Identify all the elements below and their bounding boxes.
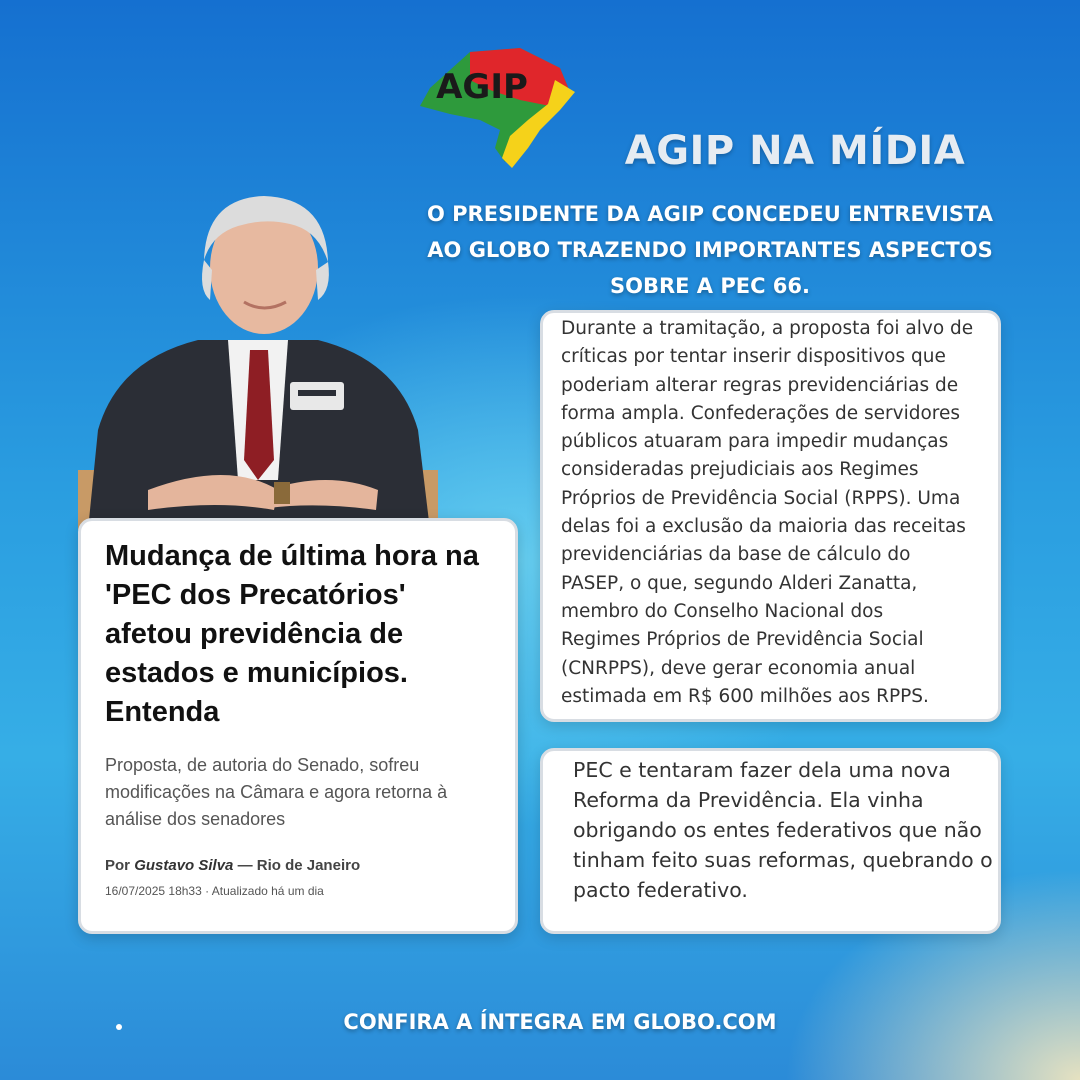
quote-line: delas foi a exclusão da maioria das receitas: [561, 516, 966, 538]
byline-prefix: Por: [105, 857, 131, 874]
quote-line: Reforma da Previdência. Ela vinha: [573, 788, 924, 812]
quote-line: PEC e tentaram fazer dela uma nova: [573, 758, 951, 782]
page-heading: AGIP NA MÍDIA: [624, 128, 966, 174]
quote-line: obrigando os entes federativos que não: [573, 818, 982, 842]
article-date: 16/07/2025 18h33 · Atualizado há um dia: [105, 884, 324, 898]
quote-line: pacto federativo.: [573, 878, 748, 902]
quote-line: Próprios de Previdência Social (RPPS). Uma: [561, 487, 961, 509]
quote-line: Regimes Próprios de Previdência Social: [561, 629, 924, 651]
quote-line: previdenciárias da base de cálculo do: [561, 544, 911, 566]
footer-cta[interactable]: CONFIRA A ÍNTEGRA EM GLOBO.COM: [343, 1010, 777, 1034]
article-byline: [105, 857, 491, 874]
quote-line: tinham feito suas reformas, quebrando o: [573, 848, 993, 872]
quote-line: críticas por tentar inserir dispositivos que: [561, 346, 946, 368]
agip-map-logo-icon: [410, 40, 580, 180]
news-article-card: [78, 518, 518, 934]
agip-logo: [410, 40, 580, 180]
logo-text: AGIP: [436, 67, 528, 107]
president-photo: [78, 190, 438, 530]
quote-line: forma ampla. Confederações de servidores: [561, 402, 961, 424]
portrait-photo-icon: [78, 190, 438, 530]
quote-card-1: [540, 310, 1001, 722]
article-headline[interactable]: Mudança de última hora na 'PEC dos Precatórios' afetou previdência de estados e municípios. Entenda: [105, 540, 479, 728]
quote-line: públicos atuaram para impedir mudanças: [561, 431, 949, 453]
page-subheading: O PRESIDENTE DA AGIP CONCEDEU ENTREVISTA AO GLOBO TRAZENDO IMPORTANTES ASPECTOS SOBRE A PEC 66.: [427, 202, 993, 298]
article-subtitle: Proposta, de autoria do Senado, sofreu modificações na Câmara e agora retorna à análise dos senadores: [105, 755, 448, 829]
quote-line: Durante a tramitação, a proposta foi alvo de: [561, 318, 974, 339]
byline-location: — Rio de Janeiro: [237, 857, 361, 874]
quote-card-2: [540, 748, 1001, 934]
quote-line: poderiam alterar regras previdenciárias de: [561, 374, 959, 396]
quote-line: membro do Conselho Nacional dos: [561, 600, 884, 622]
quote-line: (CNRPPS), deve gerar economia anual: [561, 657, 916, 679]
quote-line: consideradas prejudiciais aos Regimes: [561, 459, 919, 481]
quote-line: PASEP, o que, segundo Alderi Zanatta,: [561, 572, 918, 594]
bullet-dot: [116, 1024, 122, 1030]
quote-line: estimada em R$ 600 milhões aos RPPS.: [561, 685, 929, 707]
byline-author[interactable]: Gustavo Silva: [134, 857, 234, 874]
